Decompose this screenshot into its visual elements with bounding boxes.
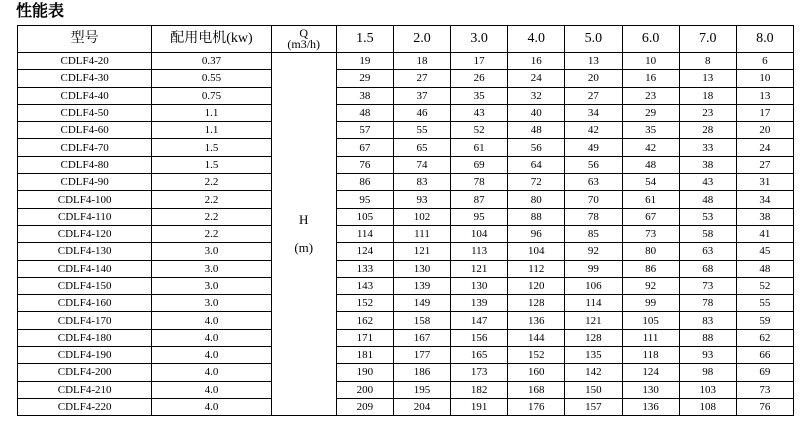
power-cell: 2.2 [152,174,271,191]
head-value-cell: 78 [679,295,736,312]
head-value-cell: 83 [679,312,736,329]
head-value-cell: 157 [565,398,622,415]
head-value-cell: 98 [679,364,736,381]
head-value-cell: 16 [622,70,679,87]
head-value-cell: 37 [393,87,450,104]
model-cell: CDLF4-70 [18,139,152,156]
head-value-cell: 38 [336,87,393,104]
head-value-cell: 55 [736,295,793,312]
head-value-cell: 105 [336,208,393,225]
head-value-cell: 40 [508,104,565,121]
head-value-cell: 69 [451,156,508,173]
head-value-cell: 104 [508,243,565,260]
head-value-cell: 80 [508,191,565,208]
model-header: 型号 [18,26,152,53]
power-cell: 4.0 [152,329,271,346]
head-value-cell: 26 [451,70,508,87]
table-row [18,398,794,415]
head-value-cell: 27 [565,87,622,104]
head-value-cell: 48 [622,156,679,173]
head-value-cell: 70 [565,191,622,208]
head-value-cell: 165 [451,347,508,364]
table-row [18,347,794,364]
head-value-cell: 78 [565,208,622,225]
head-value-cell: 13 [736,87,793,104]
head-value-cell: 32 [508,87,565,104]
flow-value-header: 3.0 [451,26,508,53]
head-value-cell: 128 [508,295,565,312]
flow-header [271,26,336,53]
head-value-cell: 86 [336,174,393,191]
head-value-cell: 162 [336,312,393,329]
head-value-cell: 48 [736,260,793,277]
power-cell: 4.0 [152,312,271,329]
head-value-cell: 88 [679,329,736,346]
head-value-cell: 6 [736,53,793,70]
head-value-cell: 56 [508,139,565,156]
head-value-cell: 171 [336,329,393,346]
head-value-cell: 69 [736,364,793,381]
head-value-cell: 86 [622,260,679,277]
head-value-cell: 135 [565,347,622,364]
head-value-cell: 173 [451,364,508,381]
head-value-cell: 76 [736,398,793,415]
head-value-cell: 64 [508,156,565,173]
power-cell: 1.1 [152,122,271,139]
head-value-cell: 160 [508,364,565,381]
head-value-cell: 10 [622,53,679,70]
power-cell: 0.55 [152,70,271,87]
table-row [18,312,794,329]
head-value-cell: 168 [508,381,565,398]
head-value-cell: 139 [393,277,450,294]
head-value-cell: 152 [336,295,393,312]
head-value-cell: 144 [508,329,565,346]
head-value-cell: 72 [508,174,565,191]
head-value-cell: 128 [565,329,622,346]
model-cell: CDLF4-50 [18,104,152,121]
table-row [18,156,794,173]
table-row [18,329,794,346]
table-row [18,104,794,121]
head-value-cell: 46 [393,104,450,121]
head-value-cell: 114 [336,225,393,242]
head-value-cell: 104 [451,225,508,242]
head-value-cell: 88 [508,208,565,225]
head-value-cell: 114 [565,295,622,312]
head-value-cell: 96 [508,225,565,242]
head-value-cell: 143 [336,277,393,294]
head-value-cell: 93 [679,347,736,364]
power-cell: 4.0 [152,364,271,381]
head-value-cell: 112 [508,260,565,277]
head-value-cell: 23 [679,104,736,121]
head-value-cell: 130 [622,381,679,398]
head-value-cell: 18 [393,53,450,70]
flow-label: Q [299,26,309,40]
head-value-cell: 29 [336,70,393,87]
table-row [18,295,794,312]
head-value-cell: 209 [336,398,393,415]
head-value-cell: 65 [393,139,450,156]
model-cell: CDLF4-40 [18,87,152,104]
head-value-cell: 124 [622,364,679,381]
head-value-cell: 73 [736,381,793,398]
model-cell: CDLF4-120 [18,225,152,242]
head-value-cell: 120 [508,277,565,294]
model-cell: CDLF4-60 [18,122,152,139]
model-cell: CDLF4-30 [18,70,152,87]
head-value-cell: 121 [451,260,508,277]
table-row [18,174,794,191]
table-row [18,87,794,104]
model-cell: CDLF4-90 [18,174,152,191]
head-value-cell: 13 [679,70,736,87]
head-value-cell: 181 [336,347,393,364]
model-cell: CDLF4-180 [18,329,152,346]
head-value-cell: 95 [451,208,508,225]
model-cell: CDLF4-110 [18,208,152,225]
head-value-cell: 66 [736,347,793,364]
head-value-cell: 186 [393,364,450,381]
flow-value-header: 8.0 [736,26,793,53]
head-value-cell: 28 [679,122,736,139]
head-value-cell: 34 [565,104,622,121]
head-value-cell: 95 [336,191,393,208]
table-row [18,208,794,225]
head-value-cell: 105 [622,312,679,329]
head-value-cell: 48 [679,191,736,208]
head-value-cell: 24 [736,139,793,156]
power-cell: 0.37 [152,53,271,70]
model-cell: CDLF4-160 [18,295,152,312]
head-unit: (m) [294,240,314,256]
head-value-cell: 177 [393,347,450,364]
head-value-cell: 55 [393,122,450,139]
head-value-cell: 20 [565,70,622,87]
head-label: H [299,212,309,228]
head-value-cell: 124 [336,243,393,260]
head-value-cell: 43 [679,174,736,191]
head-value-cell: 67 [336,139,393,156]
head-value-cell: 56 [565,156,622,173]
table-row [18,70,794,87]
head-value-cell: 92 [565,243,622,260]
head-value-cell: 139 [451,295,508,312]
head-value-cell: 29 [622,104,679,121]
head-value-cell: 102 [393,208,450,225]
head-value-cell: 158 [393,312,450,329]
head-value-cell: 54 [622,174,679,191]
head-value-cell: 17 [451,53,508,70]
flow-value-header: 1.5 [336,26,393,53]
head-value-cell: 59 [736,312,793,329]
head-value-cell: 17 [736,104,793,121]
head-value-cell: 27 [736,156,793,173]
power-cell: 1.5 [152,156,271,173]
flow-value-header: 6.0 [622,26,679,53]
head-value-cell: 38 [679,156,736,173]
head-value-cell: 147 [451,312,508,329]
performance-table [17,25,794,416]
flow-unit: (m3/h) [287,37,321,51]
table-row [18,260,794,277]
head-value-cell: 167 [393,329,450,346]
power-cell: 4.0 [152,347,271,364]
table-row [18,277,794,294]
head-value-cell: 34 [736,191,793,208]
model-cell: CDLF4-140 [18,260,152,277]
head-value-cell: 24 [508,70,565,87]
head-value-cell: 99 [622,295,679,312]
head-value-cell: 42 [565,122,622,139]
head-value-cell: 200 [336,381,393,398]
model-cell: CDLF4-130 [18,243,152,260]
head-value-cell: 63 [679,243,736,260]
model-cell: CDLF4-200 [18,364,152,381]
head-value-cell: 111 [622,329,679,346]
head-value-cell: 121 [565,312,622,329]
model-cell: CDLF4-80 [18,156,152,173]
head-value-cell: 142 [565,364,622,381]
head-value-cell: 130 [451,277,508,294]
head-value-cell: 113 [451,243,508,260]
head-value-cell: 106 [565,277,622,294]
table-row [18,381,794,398]
head-value-cell: 67 [622,208,679,225]
head-value-cell: 111 [393,225,450,242]
power-cell: 2.2 [152,225,271,242]
power-cell: 2.2 [152,191,271,208]
head-value-cell: 85 [565,225,622,242]
head-value-cell: 42 [622,139,679,156]
head-value-cell: 8 [679,53,736,70]
head-value-cell: 13 [565,53,622,70]
head-value-cell: 57 [336,122,393,139]
power-cell: 0.75 [152,87,271,104]
head-value-cell: 16 [508,53,565,70]
head-value-cell: 149 [393,295,450,312]
head-value-cell: 58 [679,225,736,242]
head-value-cell: 182 [451,381,508,398]
head-value-cell: 27 [393,70,450,87]
head-value-cell: 108 [679,398,736,415]
head-value-cell: 62 [736,329,793,346]
head-value-cell: 176 [508,398,565,415]
head-value-cell: 103 [679,381,736,398]
head-value-cell: 48 [336,104,393,121]
model-cell: CDLF4-150 [18,277,152,294]
head-value-cell: 190 [336,364,393,381]
table-row [18,225,794,242]
head-value-cell: 191 [451,398,508,415]
head-value-cell: 43 [451,104,508,121]
head-value-cell: 78 [451,174,508,191]
table-body [18,53,794,416]
head-value-cell: 204 [393,398,450,415]
head-value-cell: 150 [565,381,622,398]
head-value-cell: 20 [736,122,793,139]
table-row [18,139,794,156]
head-value-cell: 152 [508,347,565,364]
head-value-cell: 33 [679,139,736,156]
head-value-cell: 93 [393,191,450,208]
power-cell: 4.0 [152,398,271,415]
head-value-cell: 68 [679,260,736,277]
head-value-cell: 63 [565,174,622,191]
model-cell: CDLF4-210 [18,381,152,398]
flow-value-header: 2.0 [393,26,450,53]
head-value-cell: 61 [451,139,508,156]
power-cell: 1.1 [152,104,271,121]
model-cell: CDLF4-220 [18,398,152,415]
power-cell: 3.0 [152,243,271,260]
head-value-cell: 18 [679,87,736,104]
power-cell: 3.0 [152,277,271,294]
table-row [18,364,794,381]
power-cell: 3.0 [152,295,271,312]
table-row [18,243,794,260]
head-value-cell: 136 [508,312,565,329]
head-value-cell: 121 [393,243,450,260]
table-row [18,122,794,139]
head-value-cell: 73 [679,277,736,294]
head-value-cell: 130 [393,260,450,277]
head-value-cell: 136 [622,398,679,415]
power-header: 配用电机(kw) [152,26,271,53]
head-value-cell: 118 [622,347,679,364]
power-cell: 3.0 [152,260,271,277]
table-row [18,53,794,70]
power-cell: 1.5 [152,139,271,156]
flow-value-header: 7.0 [679,26,736,53]
head-value-cell: 195 [393,381,450,398]
head-value-cell: 41 [736,225,793,242]
model-cell: CDLF4-100 [18,191,152,208]
head-value-cell: 61 [622,191,679,208]
head-value-cell: 10 [736,70,793,87]
head-value-cell: 99 [565,260,622,277]
head-value-cell: 31 [736,174,793,191]
model-cell: CDLF4-170 [18,312,152,329]
head-value-cell: 19 [336,53,393,70]
head-value-cell: 49 [565,139,622,156]
power-cell: 4.0 [152,381,271,398]
header-row [18,26,794,53]
head-value-cell: 87 [451,191,508,208]
model-cell: CDLF4-190 [18,347,152,364]
head-value-cell: 52 [736,277,793,294]
head-value-cell: 38 [736,208,793,225]
head-value-cell: 83 [393,174,450,191]
flow-value-header: 4.0 [508,26,565,53]
head-value-cell: 35 [622,122,679,139]
table-row [18,191,794,208]
flow-value-header: 5.0 [565,26,622,53]
head-value-cell: 156 [451,329,508,346]
head-value-cell: 52 [451,122,508,139]
head-value-cell: 53 [679,208,736,225]
head-value-cell: 76 [336,156,393,173]
head-value-cell: 48 [508,122,565,139]
head-value-cell: 73 [622,225,679,242]
head-label-cell [271,53,336,416]
head-value-cell: 23 [622,87,679,104]
head-value-cell: 74 [393,156,450,173]
head-value-cell: 35 [451,87,508,104]
page-title: 性能表 [16,1,65,20]
head-value-cell: 45 [736,243,793,260]
power-cell: 2.2 [152,208,271,225]
head-value-cell: 80 [622,243,679,260]
head-value-cell: 92 [622,277,679,294]
head-value-cell: 133 [336,260,393,277]
model-cell: CDLF4-20 [18,53,152,70]
